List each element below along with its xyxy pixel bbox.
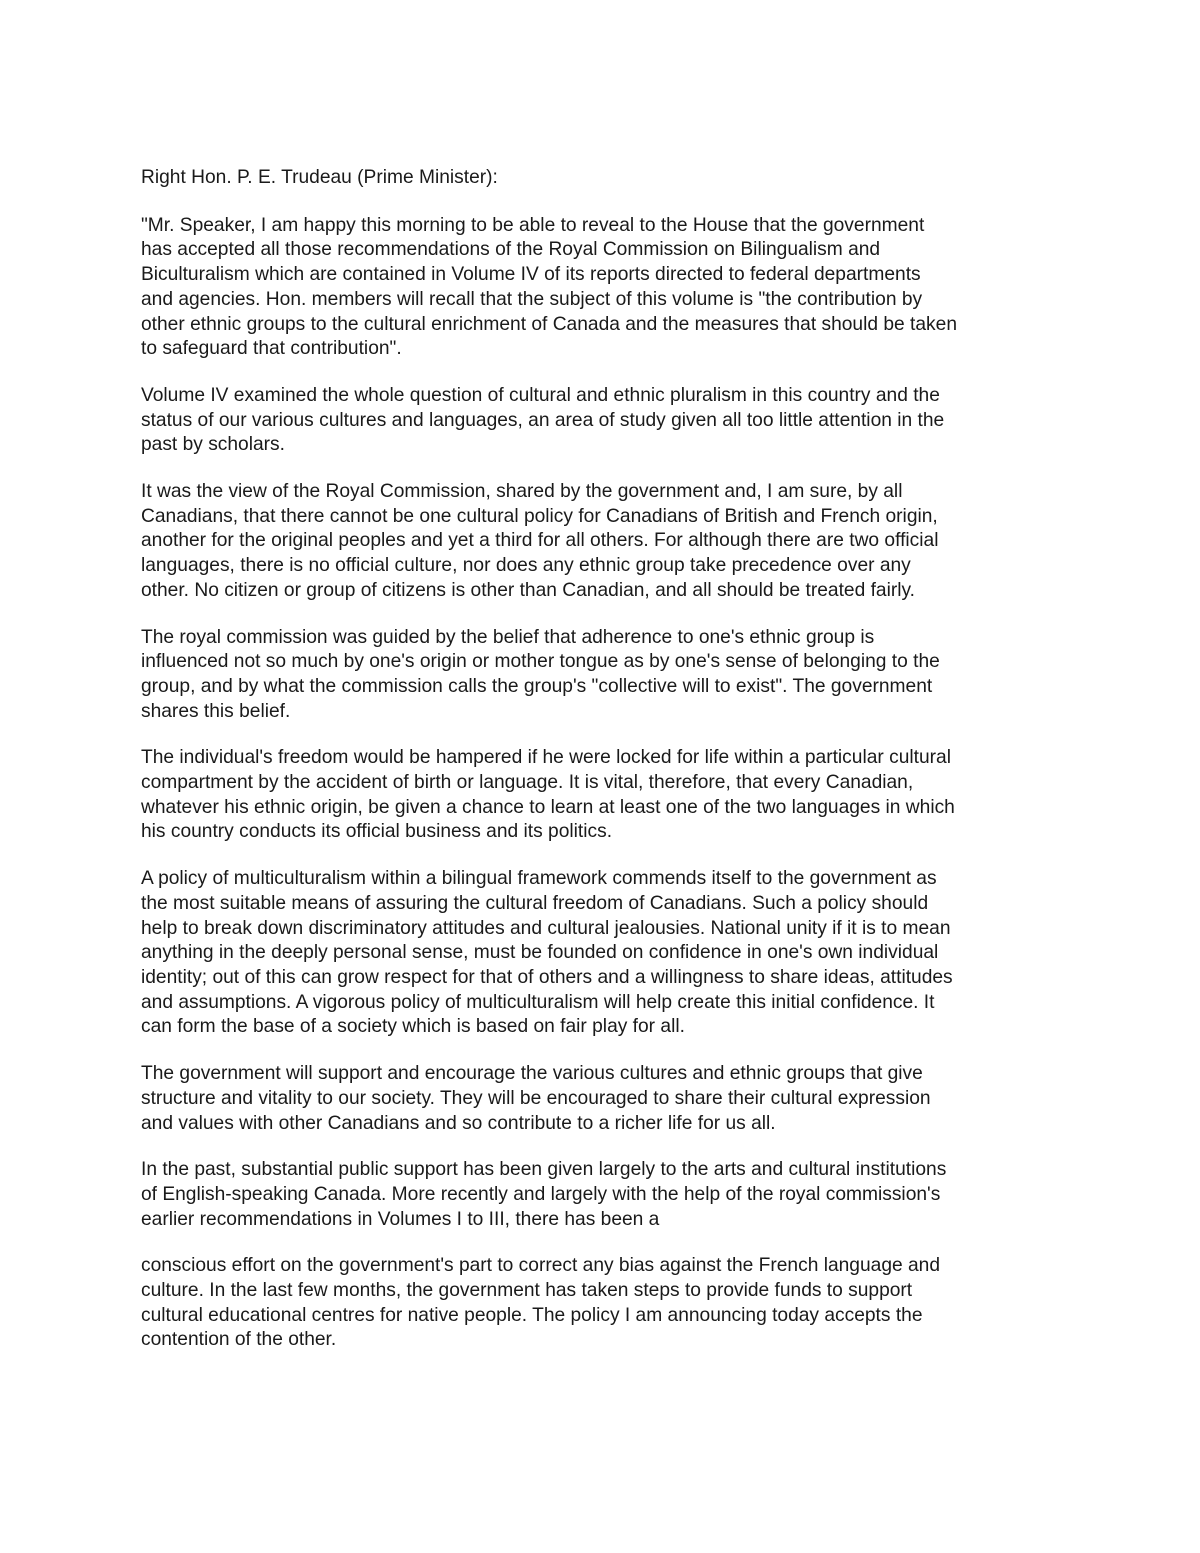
text-line: his country conducts its official business and its politics. [141,821,613,843]
paragraph-9 [141,1254,1066,1353]
text-line: Volume IV examined the whole question of cultural and ethnic pluralism in this country and the [141,384,940,406]
text-line: In the past, substantial public support has been given largely to the arts and cultural institutions [141,1159,947,1181]
paragraph-8 [141,1158,1066,1232]
text-line: languages, there is no official culture, nor does any ethnic group take precedence over any [141,555,911,577]
text-line: conscious effort on the government's part to correct any bias against the French language and [141,1255,941,1277]
text-line: and agencies. Hon. members will recall that the subject of this volume is "the contribution by [141,288,923,310]
paragraph-7 [141,1062,1066,1136]
text-line: has accepted all those recommendations of the Royal Commission on Bilingualism and [141,239,881,261]
text-line: Canadians, that there cannot be one cultural policy for Canadians of British and French origin, [141,505,938,527]
text-line: cultural educational centres for native people. The policy I am announcing today accepts the [141,1304,923,1326]
paragraph-3 [141,480,1066,604]
text-line: and assumptions. A vigorous policy of multiculturalism will help create this initial confidence. It [141,991,935,1013]
paragraph-4 [141,626,1066,725]
text-line: whatever his ethnic origin, be given a chance to learn at least one of the two languages in which [141,796,955,818]
text-line: The individual's freedom would be hampered if he were locked for life within a particular cultural [141,747,951,769]
text-line: group, and by what the commission calls the group's "collective will to exist". The government [141,675,933,697]
text-line: A policy of multiculturalism within a bilingual framework commends itself to the government as [141,868,937,890]
paragraph-1 [141,214,1066,362]
text-line: can form the base of a society which is based on fair play for all. [141,1016,685,1038]
paragraph-2 [141,384,1066,458]
text-line: of English-speaking Canada. More recently and largely with the help of the royal commission's [141,1183,941,1205]
text-line: the most suitable means of assuring the cultural freedom of Canadians. Such a policy should [141,892,929,914]
text-line: status of our various cultures and languages, an area of study given all too little attention in the [141,409,945,431]
speaker-heading: Right Hon. P. E. Trudeau (Prime Minister): [141,167,498,188]
text-line: It was the view of the Royal Commission, shared by the government and, I am sure, by all [141,481,903,503]
text-line: The government will support and encourage the various cultures and ethnic groups that give [141,1063,923,1085]
text-line: anything in the deeply personal sense, must be founded on confidence in one's own individual [141,942,939,964]
text-line: "Mr. Speaker, I am happy this morning to be able to reveal to the House that the government [141,214,925,236]
text-line: shares this belief. [141,700,291,722]
text-line: identity; out of this can grow respect for that of others and a willingness to share ideas, attitudes [141,966,953,988]
text-line: other ethnic groups to the cultural enrichment of Canada and the measures that should be taken [141,313,957,335]
text-line: Biculturalism which are contained in Volume IV of its reports directed to federal departments [141,264,921,286]
text-line: and values with other Canadians and so contribute to a richer life for us all. [141,1112,776,1134]
text-line: influenced not so much by one's origin or mother tongue as by one's sense of belonging to the [141,651,940,673]
paragraph-5 [141,746,1066,845]
text-line: to safeguard that contribution". [141,338,402,360]
text-line: contention of the other. [141,1329,337,1351]
text-line: structure and vitality to our society. They will be encouraged to share their cultural expression [141,1087,931,1109]
text-line: help to break down discriminatory attitudes and cultural jealousies. National unity if it is to mean [141,917,951,939]
text-line: culture. In the last few months, the government has taken steps to provide funds to support [141,1280,913,1302]
text-line: compartment by the accident of birth or language. It is vital, therefore, that every Canadian, [141,772,914,794]
paragraph-6 [141,867,1066,1040]
document-body [141,166,1066,1353]
text-line: past by scholars. [141,434,285,456]
text-line: earlier recommendations in Volumes I to III, there has been a [141,1208,660,1230]
text-line: The royal commission was guided by the belief that adherence to one's ethnic group is [141,626,875,648]
text-line: another for the original peoples and yet a third for all others. For although there are two official [141,530,939,552]
text-line: other. No citizen or group of citizens is other than Canadian, and all should be treated fairly. [141,579,915,601]
